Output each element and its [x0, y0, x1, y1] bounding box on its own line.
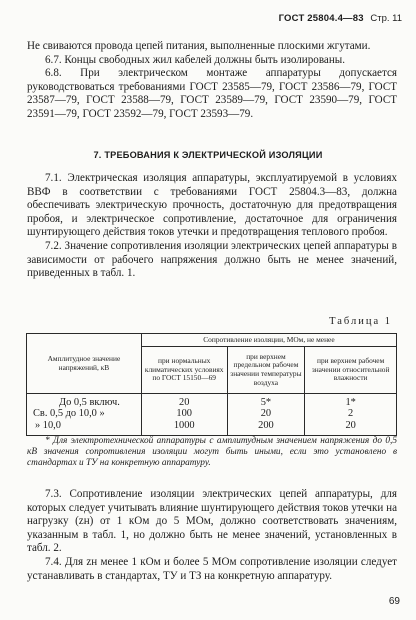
standard-number: ГОСТ 25804.4—83	[278, 13, 364, 24]
voltage-value: » 10,0	[35, 419, 61, 431]
header-resistance-group: Сопротивление изоляции, МОм, не менее	[141, 334, 396, 347]
insulation-resistance-table	[26, 333, 397, 436]
temperature-value: 5*	[260, 397, 272, 408]
paragraph-6-7: 6.7. Концы свободных жил кабелей должны быть изолированы.	[45, 53, 346, 66]
normal-value: 100	[176, 408, 192, 420]
temperature-value: 200	[258, 419, 274, 431]
normal-values-cell	[141, 394, 227, 436]
humidity-value: 1*	[345, 397, 356, 408]
temperature-values-cell	[227, 394, 305, 436]
paragraph-6-8: 6.8. При электрическом монтаже аппаратуры допускается руководствоваться требованиями ГОСТ 23585—79, ГОСТ 23586—79, ГОСТ 23587—79, ГОСТ 23588—79, ГОСТ 23589—79, ГОСТ 23590—79, ГОСТ 23591—79, ГОСТ 23592—79, ГОСТ 23593—79.	[27, 67, 397, 120]
page-label: Стр. 11	[370, 13, 402, 24]
humidity-values-cell	[305, 394, 397, 436]
page-header	[279, 13, 402, 24]
page-number: 69	[388, 596, 400, 607]
table-row	[27, 394, 397, 436]
voltage-value: Св. 0,5 до 10,0 »	[33, 408, 105, 420]
normal-value: 20	[179, 397, 190, 408]
paragraph-7-3: 7.3. Сопротивление изоляции электрических цепей аппаратуры, для которых следует учитывать влияние шунтирующего действия токов утечки на нагрузку (zн) от 1 кОм до 5 МОм, должно соответствовать значениям, указанным в табл. 1, но должно быть не менее значений, установленных в табл. 2.	[27, 488, 397, 555]
subheader-humidity: при верхнем рабочем значении относительной влажности	[305, 347, 397, 394]
table-footnote: * Для электротехнической аппаратуры с амплитудным значением напряжения до 0,5 кВ значения сопротивления изоляции могут быть иными, если это установлено в стандартах и ТУ на конкретную аппаратуру.	[27, 436, 397, 469]
paragraph-continuation: Не свиваются провода цепей питания, выполненные плоскими жгутами.	[27, 40, 371, 52]
header-amplitude: Амплитудное значение напряжений, кВ	[27, 334, 142, 394]
bottom-text-block	[27, 488, 397, 583]
humidity-value: 20	[345, 419, 356, 431]
section-title: 7. ТРЕБОВАНИЯ К ЭЛЕКТРИЧЕСКОЙ ИЗОЛЯЦИИ	[93, 150, 323, 160]
humidity-value: 2	[348, 408, 354, 420]
voltage-value: До 0,5 включ.	[59, 397, 120, 408]
normal-value: 1000	[173, 419, 195, 431]
subheader-temperature: при верхнем предельном рабочем значении температуры воздуха	[227, 347, 305, 394]
subheader-normal: при нормальных климатических условиях по ГОСТ 15150—69	[141, 347, 227, 394]
paragraph-7-1: 7.1. Электрическая изоляция аппаратуры, эксплуатируемой в условиях ВВФ в соответствии с требованиями ГОСТ 25804.3—83, должна обеспечивать электрическую прочность, достаточную для предотвращения пробоя, и электрическое сопротивление, достаточное для ограничения шунтирующего действия токов утечки и предотвращения теплового пробоя.	[27, 172, 397, 239]
table-caption: Таблица 1	[329, 316, 392, 327]
paragraph-7-2: 7.2. Значение сопротивления изоляции электрических цепей аппаратуры в зависимости от рабочего напряжения должно быть не менее значений, приведенных в табл. 1.	[27, 239, 397, 280]
paragraph-7-4: 7.4. Для zн менее 1 кОм и более 5 МОм сопротивление изоляции следует устанавливать в стандартах, ТУ и ТЗ на конкретную аппаратуру.	[27, 555, 397, 582]
section-text-block	[27, 172, 397, 281]
voltage-cell	[27, 394, 142, 436]
temperature-value: 20	[260, 408, 272, 420]
top-text-block	[27, 40, 397, 122]
